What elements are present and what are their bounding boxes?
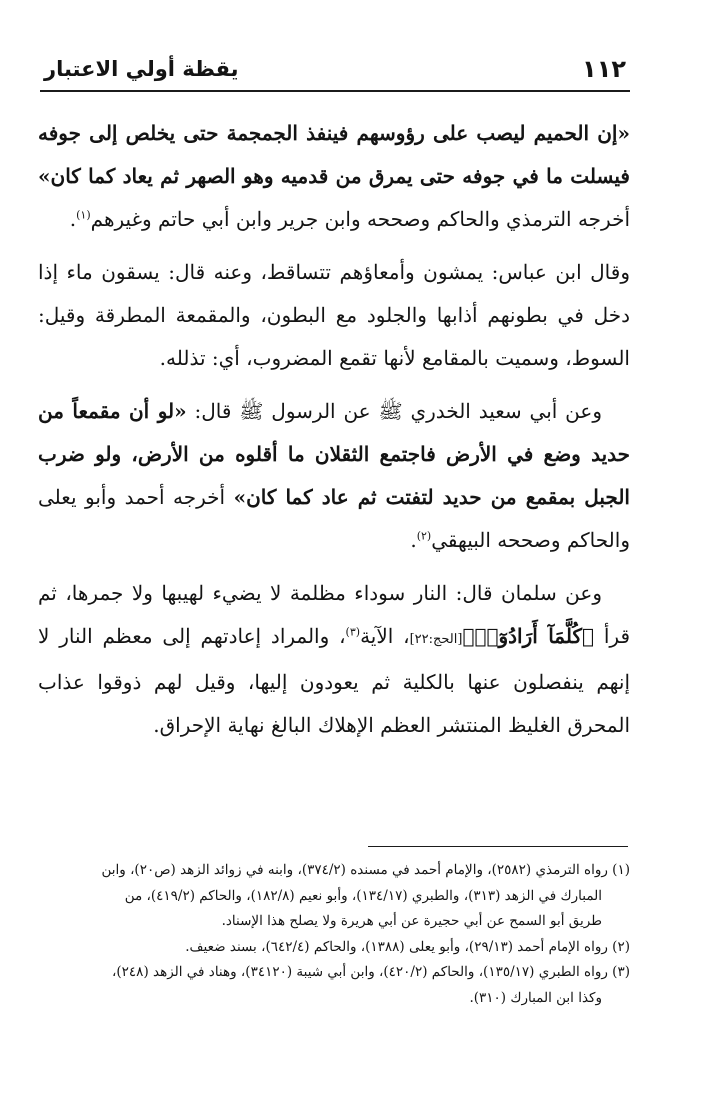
footnote-1-continued: طريق أبو السمح عن أبي حجيرة عن أبي هريرة ولا يصلح هذا الإسناد. xyxy=(221,913,602,929)
sentence-end: . xyxy=(410,528,417,552)
page-header xyxy=(40,48,630,92)
ayah-suffix: ، الآية xyxy=(360,624,410,648)
footnote-divider xyxy=(368,846,628,847)
ibn-abbas-text: وقال ابن عباس: يمشون وأمعاؤهم تتساقط، وعنه قال: يسقون ماء إذا دخل في بطونهم أذابها والجلود مع البطون، والمقمعة المطرقة وقيل: السوط، وسميت بالمقامع لأنها تقمع المضروب، أي: تذلله. xyxy=(38,260,630,370)
ayah-reference: [الحج:٢٢] xyxy=(409,632,463,647)
quran-ayah: ﴿كُلَّمَآ أَرَادُوٓا۟﴾ xyxy=(462,624,595,648)
page-number: ١١٢ xyxy=(582,55,626,83)
footnote-1: (١) رواه الترمذي (٢٥٨٢)، والإمام أحمد في مسنده (٣٧٤/٢)، وابنه في زوائد الزهد (ص٢٠)، وابن xyxy=(101,862,630,878)
hadith-source: أخرجه الترمذي والحاكم وصححه وابن جرير وابن أبي حاتم وغيرهم xyxy=(90,207,630,231)
footnotes xyxy=(38,858,630,1011)
hadith-quote: «إن الحميم ليصب على رؤوسهم فينفذ الجمجمة حتى يخلص إلى جوفه فيسلت ما في جوفه حتى يمرق من قدميه وهو الصهر ثم يعاد كما كان» xyxy=(38,121,630,188)
paragraph-hadith-hamim xyxy=(38,112,630,241)
salman-intro: وعن سلمان قال: النار سوداء مظلمة لا يضيء لهيبها ولا جمرها، ثم قرأ xyxy=(38,581,630,648)
book-title: يقظة أولي الاعتبار xyxy=(44,57,239,81)
paragraph-ibn-abbas xyxy=(38,251,630,380)
footnote-1-continued: المبارك في الزهد (٣١٣)، والطبري (١٣٤/١٧)، وأبو نعيم (١٨٢/٨)، والحاكم (٤١٩/٢)، من xyxy=(124,887,602,904)
sentence-end: . xyxy=(69,207,77,231)
paragraph-salman xyxy=(38,572,630,747)
hadith-quote: «لو أن مقمعاً من حديد وضع في الأرض فاجتمع الثقلان ما أقلوه من الأرض، ولو ضرب الجبل بمقمع من حديد لتفتت ثم عاد كما كان» xyxy=(38,399,630,509)
hadith-source: أخرجه أحمد وأبو يعلى والحاكم وصححه البيهقي xyxy=(38,485,630,552)
paragraph-abu-said xyxy=(38,390,630,562)
footnote-3-continued: وكذا ابن المبارك (٣١٠). xyxy=(469,989,602,1006)
abu-said-intro: وعن أبي سعيد الخدري ﷺ عن الرسول ﷺ قال: xyxy=(186,399,602,423)
footnote-2: (٢) رواه الإمام أحمد (٢٩/١٣)، وأبو يعلى (١٣٨٨)، والحاكم (٦٤٢/٤)، بسند ضعيف. xyxy=(185,938,630,955)
footnote-marker-1[interactable]: (١) xyxy=(76,208,91,222)
salman-explanation: ، والمراد إعادتهم إلى معظم النار لا إنهم ينفصلون عنها بالكلية ثم يعودون إليها، وقيل لهم ذوقوا عذاب المحرق الغليظ المنتشر العظم الإهلاك البالغ نهاية الإحراق. xyxy=(38,624,630,737)
footnote-marker-3[interactable]: (٣) xyxy=(345,625,361,639)
footnote-marker-2[interactable]: (٢) xyxy=(416,529,432,543)
footnote-3: (٣) رواه الطبري (١٣٥/١٧)، والحاكم (٤٢٠/٢)، وابن أبي شيبة (٣٤١٢٠)، وهناد في الزهد (٢٤٨)، xyxy=(112,964,630,980)
main-text xyxy=(38,112,630,757)
